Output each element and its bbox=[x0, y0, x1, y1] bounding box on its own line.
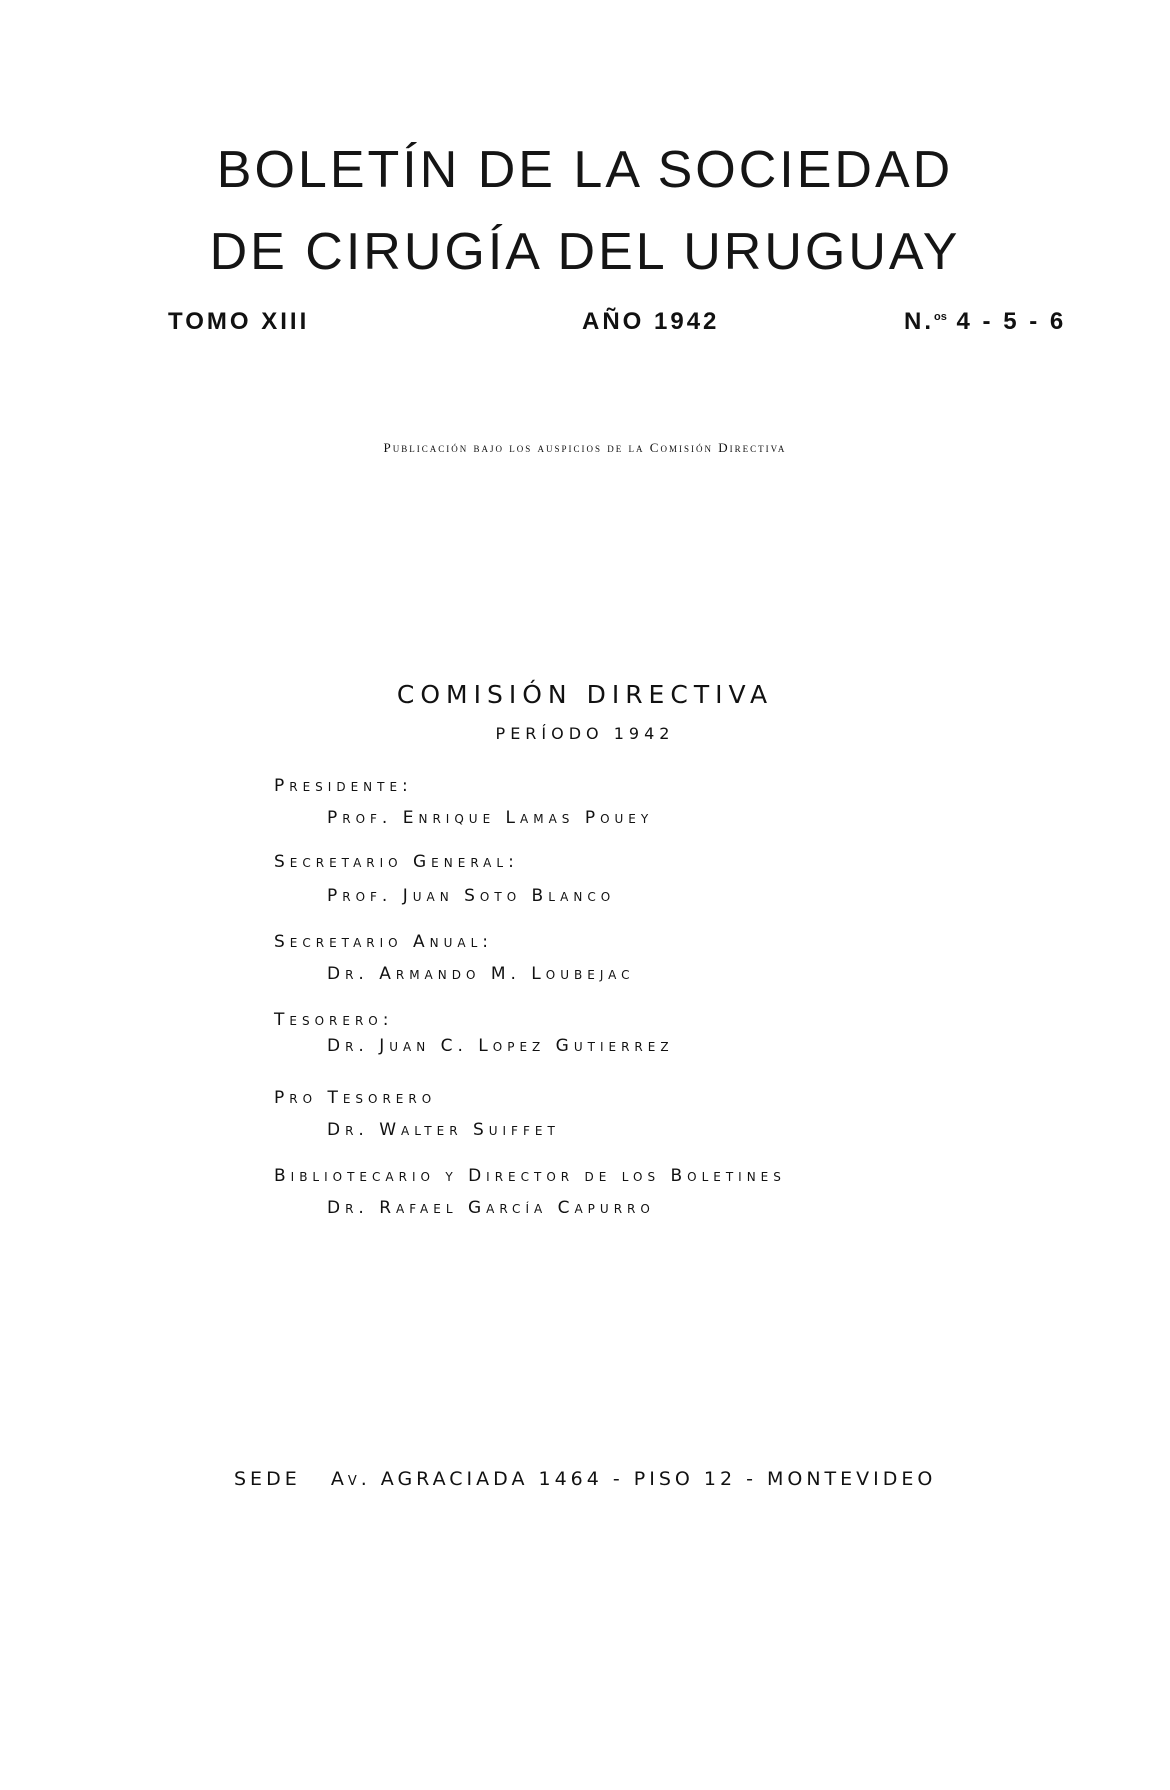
issue-values: 4 - 5 - 6 bbox=[956, 308, 1067, 335]
issue-numbers bbox=[904, 308, 1066, 336]
member-name-secretario-general: Prof. Juan Soto Blanco bbox=[327, 886, 616, 906]
member-role-secretario-general: Secretario General: bbox=[274, 852, 519, 872]
member-role-pro-tesorero: Pro Tesorero bbox=[274, 1088, 437, 1108]
journal-title-line2: DE CIRUGÍA DEL URUGUAY bbox=[209, 223, 961, 281]
sede-label: SEDE bbox=[234, 1468, 301, 1490]
member-role-tesorero: Tesorero: bbox=[274, 1010, 394, 1030]
volume-label: TOMO XIII bbox=[168, 308, 310, 335]
journal-title-line1: BOLETÍN DE LA SOCIEDAD bbox=[216, 141, 954, 199]
board-period: PERÍODO 1942 bbox=[495, 724, 675, 743]
member-name-tesorero: Dr. Juan C. Lopez Gutierrez bbox=[327, 1036, 674, 1056]
member-role-bibliotecario: Bibliotecario y Director de los Boletines bbox=[274, 1166, 786, 1186]
issue-prefix: N. bbox=[904, 308, 934, 335]
address-text: Av. AGRACIADA 1464 - PISO 12 - MONTEVIDEO bbox=[330, 1468, 937, 1490]
member-name-presidente: Prof. Enrique Lamas Pouey bbox=[327, 808, 654, 828]
issue-prefix-sup: os bbox=[934, 311, 947, 323]
year-label: AÑO 1942 bbox=[582, 308, 720, 335]
member-name-pro-tesorero: Dr. Walter Suiffet bbox=[327, 1120, 560, 1140]
member-name-bibliotecario: Dr. Rafael García Capurro bbox=[327, 1198, 655, 1218]
member-role-secretario-anual: Secretario Anual: bbox=[274, 932, 494, 952]
member-role-presidente: Presidente: bbox=[274, 776, 413, 796]
member-name-secretario-anual: Dr. Armando M. Loubejac bbox=[327, 964, 635, 984]
headquarters-address bbox=[234, 1468, 936, 1490]
board-title: COMISIÓN DIRECTIVA bbox=[396, 680, 774, 709]
publication-note: Publicación bajo los auspicios de la Comisión Directiva bbox=[383, 440, 787, 455]
